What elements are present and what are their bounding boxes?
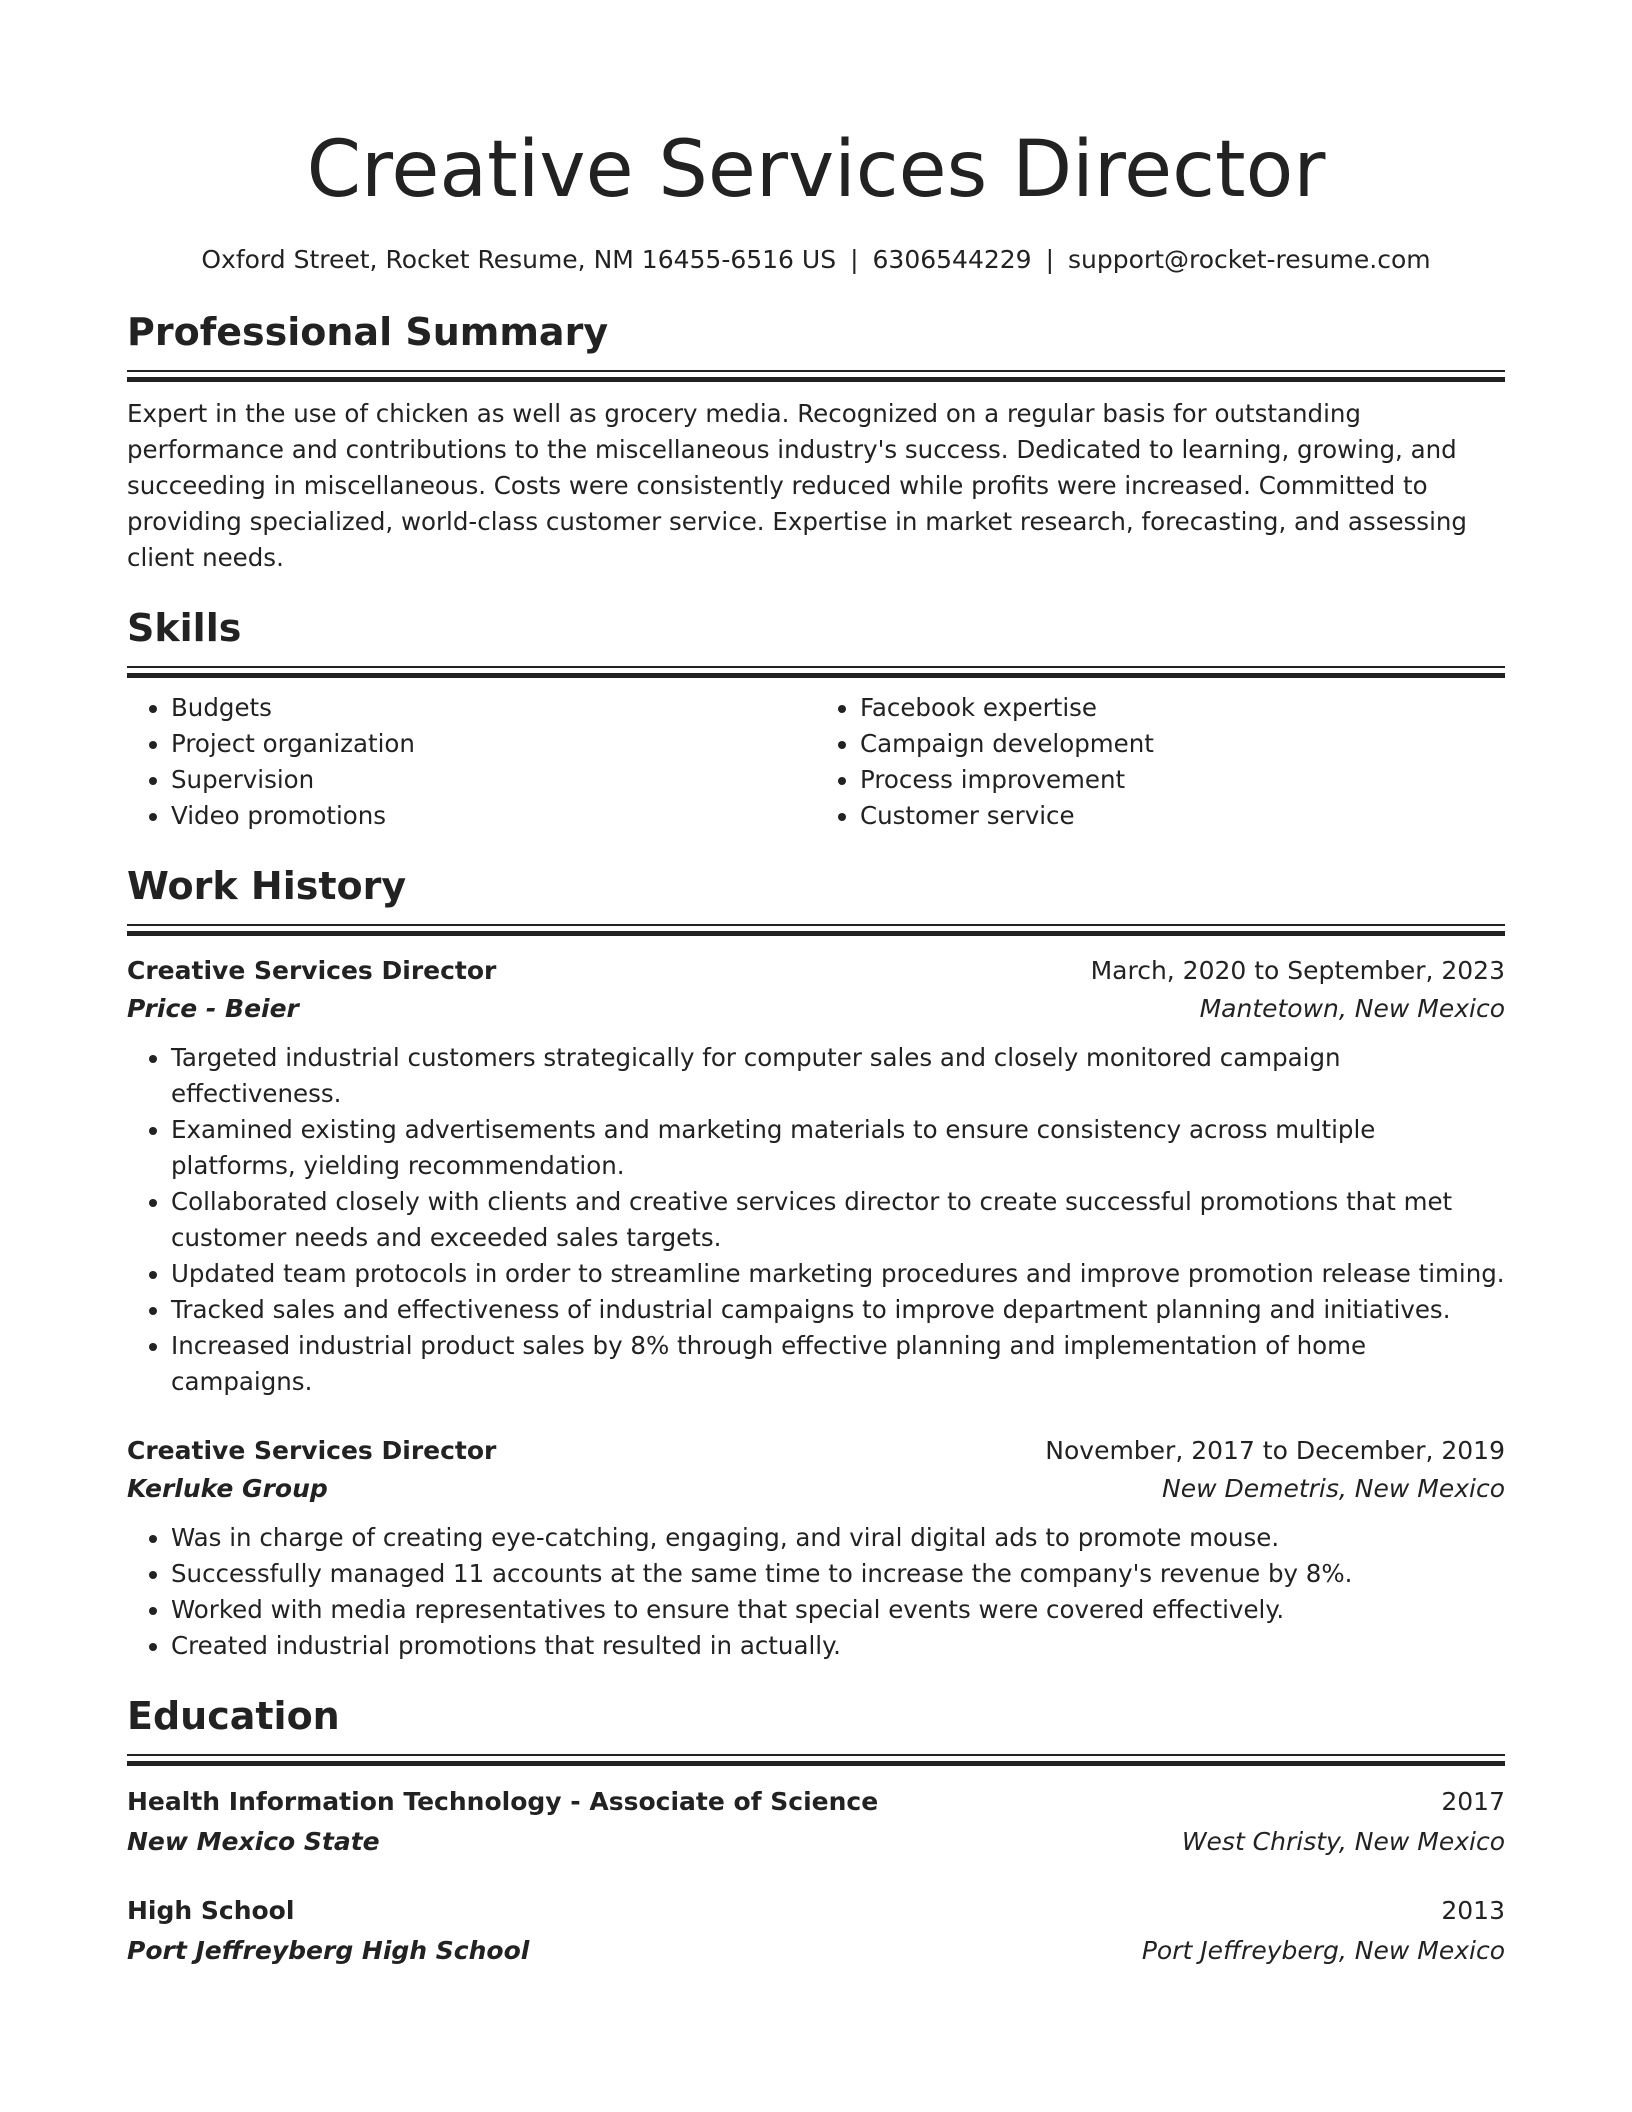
- skill-item: • Video promotions: [171, 798, 816, 834]
- job-title: Creative Services Director: [127, 956, 497, 985]
- contact-address: Oxford Street, Rocket Resume, NM 16455-6516 US: [201, 245, 837, 274]
- job-bullet: • Created industrial promotions that resulted in actually.: [171, 1628, 1505, 1664]
- job-location: New Demetris, New Mexico: [1162, 1474, 1505, 1503]
- job-company: Kerluke Group: [127, 1474, 328, 1503]
- skill-item: • Supervision: [171, 762, 816, 798]
- skills-columns: [127, 690, 1505, 834]
- section-divider: [127, 370, 1505, 382]
- education-subheader: [127, 1822, 1505, 1862]
- section-title-skills: Skills: [127, 606, 242, 650]
- job-bullet: • Was in charge of creating eye-catching, engaging, and viral digital ads to promote mouse.: [171, 1520, 1505, 1556]
- skills-list-right: [816, 690, 1505, 834]
- resume-name: Creative Services Director: [306, 125, 1326, 215]
- work-section: [127, 862, 1505, 1664]
- job-bullet: • Collaborated closely with clients and creative services director to create successful promotions that met customer needs and exceeded sales targets.: [171, 1184, 1505, 1256]
- education-year: 2017: [1441, 1787, 1505, 1816]
- section-divider: [127, 666, 1505, 678]
- education-school: Port Jeffreyberg High School: [127, 1936, 530, 1965]
- skill-item: • Facebook expertise: [860, 690, 1505, 726]
- summary-section: [127, 308, 1505, 576]
- job-bullet: • Tracked sales and effectiveness of industrial campaigns to improve department planning and initiatives.: [171, 1292, 1505, 1328]
- job-bullet: • Increased industrial product sales by 8% through effective planning and implementation of home campaigns.: [171, 1328, 1505, 1400]
- job-entry: [127, 952, 1505, 1400]
- section-divider: [127, 924, 1505, 936]
- job-header: [127, 952, 1505, 990]
- job-bullet: • Examined existing advertisements and marketing materials to ensure consistency across multiple platforms, yielding recommendation.: [171, 1112, 1505, 1184]
- contact-separator: |: [850, 245, 859, 274]
- section-title-work: Work History: [127, 864, 407, 908]
- education-entry: [127, 1891, 1505, 1971]
- job-location: Mantetown, New Mexico: [1199, 994, 1505, 1023]
- contact-phone: 6306544229: [872, 245, 1032, 274]
- education-degree: Health Information Technology - Associate of Science: [127, 1787, 879, 1816]
- skill-item: • Process improvement: [860, 762, 1505, 798]
- job-header: [127, 1432, 1505, 1470]
- contact-email: support@rocket-resume.com: [1068, 245, 1431, 274]
- job-dates: March, 2020 to September, 2023: [1090, 956, 1505, 985]
- job-entry: [127, 1432, 1505, 1664]
- job-bullets: [127, 1520, 1505, 1664]
- job-bullet: • Worked with media representatives to ensure that special events were covered effectively.: [171, 1592, 1505, 1628]
- education-location: Port Jeffreyberg, New Mexico: [1141, 1936, 1505, 1965]
- education-header: [127, 1891, 1505, 1931]
- skill-item: • Project organization: [171, 726, 816, 762]
- job-bullet: • Targeted industrial customers strategically for computer sales and closely monitored campaign effectiveness.: [171, 1040, 1505, 1112]
- job-dates: November, 2017 to December, 2019: [1045, 1436, 1505, 1465]
- education-degree: High School: [127, 1896, 295, 1925]
- skill-item: • Campaign development: [860, 726, 1505, 762]
- education-subheader: [127, 1931, 1505, 1971]
- education-section: [127, 1692, 1505, 1971]
- skill-item: • Budgets: [171, 690, 816, 726]
- education-location: West Christy, New Mexico: [1181, 1827, 1505, 1856]
- skill-item: • Customer service: [860, 798, 1505, 834]
- skills-list-left: [127, 690, 816, 834]
- contact-line: [127, 244, 1505, 276]
- education-school: New Mexico State: [127, 1827, 380, 1856]
- job-subheader: [127, 990, 1505, 1028]
- contact-separator: |: [1045, 245, 1055, 274]
- summary-text: Expert in the use of chicken as well as grocery media. Recognized on a regular basis for outstanding performance and contributions to the miscellaneous industry's success. Dedicated to learning, growing, and succeeding in miscellaneous. Costs were consistently reduced while profits were increased. Committed to providing specialized, world-class customer service. Expertise in market research, forecasting, and assessing client needs.: [127, 399, 1467, 572]
- job-subheader: [127, 1470, 1505, 1508]
- section-title-summary: Professional Summary: [127, 310, 609, 354]
- job-company: Price - Beier: [127, 994, 299, 1023]
- section-divider: [127, 1754, 1505, 1766]
- education-entry: [127, 1782, 1505, 1862]
- education-year: 2013: [1441, 1896, 1505, 1925]
- job-title: Creative Services Director: [127, 1436, 497, 1465]
- skills-section: [127, 604, 1505, 834]
- job-bullet: • Successfully managed 11 accounts at the same time to increase the company's revenue by 8%.: [171, 1556, 1505, 1592]
- section-title-education: Education: [127, 1694, 340, 1738]
- job-bullets: [127, 1040, 1505, 1400]
- job-bullet: • Updated team protocols in order to streamline marketing procedures and improve promotion release timing.: [171, 1256, 1505, 1292]
- education-header: [127, 1782, 1505, 1822]
